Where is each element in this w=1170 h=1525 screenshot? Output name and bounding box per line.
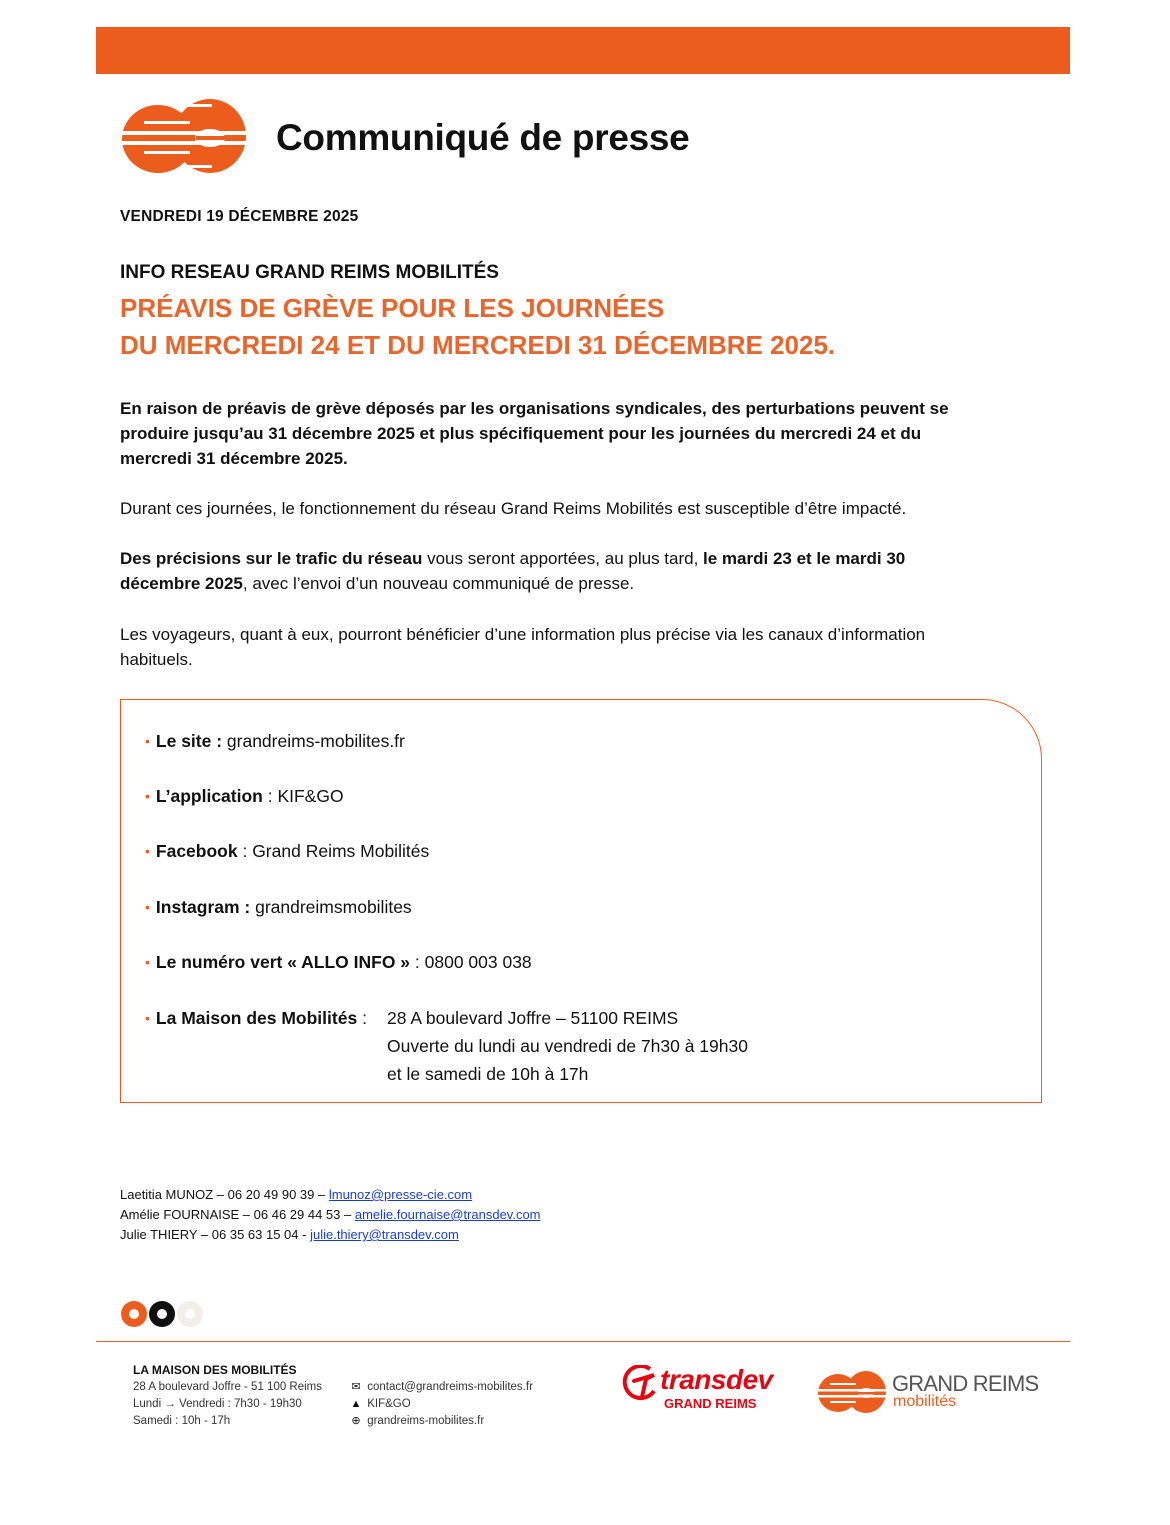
contact-email-link[interactable]: lmunoz@presse-cie.com bbox=[328, 1187, 473, 1202]
decorative-dots-icon bbox=[120, 1300, 210, 1328]
intro-paragraph bbox=[120, 396, 1050, 471]
channel-label: Le numéro vert « ALLO INFO » bbox=[155, 952, 411, 972]
footer-hours-saturday: Samedi : 10h - 17h bbox=[133, 1415, 231, 1427]
channel-item-maison bbox=[145, 1004, 367, 1033]
impact-paragraph: Durant ces journées, le fonctionnement du réseau Grand Reims Mobilités est susceptible d’être impacté. bbox=[120, 499, 907, 518]
page-title: Communiqué de presse bbox=[276, 117, 690, 158]
mobilites-wordmark: mobilités bbox=[893, 1393, 957, 1410]
travelers-line: Les voyageurs, quant à eux, pourront bénéficier d’une information plus précise via les canaux d’information bbox=[120, 625, 926, 644]
channel-separator: : bbox=[357, 1008, 367, 1028]
intro-line: En raison de préavis de grève déposés par les organisations syndicales, des perturbations peuvent se bbox=[120, 399, 949, 418]
details-text: vous seront apportées, au plus tard, bbox=[422, 549, 704, 568]
footer-contact-info bbox=[348, 1379, 533, 1430]
mail-icon: ✉ bbox=[351, 1381, 361, 1393]
headline-line-1: PRÉAVIS DE GRÈVE POUR LES JOURNÉES bbox=[120, 293, 665, 323]
maison-address-block bbox=[387, 1004, 748, 1088]
footer-title: LA MAISON DES MOBILITÉS bbox=[133, 1363, 297, 1377]
footer-hours-week: Lundi → Vendredi : 7h30 - 19h30 bbox=[133, 1398, 302, 1410]
channel-value[interactable]: grandreims-mobilites.fr bbox=[222, 731, 405, 751]
top-orange-bar bbox=[96, 27, 1070, 74]
bullet-icon: • bbox=[145, 1010, 150, 1026]
maison-hours-saturday: et le samedi de 10h à 17h bbox=[387, 1064, 589, 1084]
maison-address: 28 A boulevard Joffre – 51100 REIMS bbox=[387, 1008, 679, 1028]
headline bbox=[120, 290, 835, 364]
channel-label: L’application bbox=[155, 786, 263, 806]
footer-maison-info bbox=[133, 1362, 322, 1430]
channel-value: : Grand Reims Mobilités bbox=[237, 841, 430, 861]
channel-label: Le site : bbox=[155, 731, 223, 751]
release-date: VENDREDI 19 DÉCEMBRE 2025 bbox=[120, 208, 359, 225]
details-bold: décembre 2025 bbox=[120, 574, 243, 593]
channel-label: La Maison des Mobilités bbox=[155, 1008, 358, 1028]
bullet-icon: • bbox=[145, 733, 150, 749]
kicker-heading: INFO RESEAU GRAND REIMS MOBILITÉS bbox=[120, 262, 499, 283]
globe-icon: ⊕ bbox=[351, 1415, 361, 1427]
channel-item-instagram bbox=[145, 893, 412, 922]
bullet-icon: • bbox=[145, 899, 150, 915]
contact-email-link[interactable]: julie.thiery@transdev.com bbox=[310, 1227, 459, 1242]
maison-hours-week: Ouverte du lundi au vendredi de 7h30 à 19h30 bbox=[387, 1036, 748, 1056]
contact-text: Julie THIERY – 06 35 63 15 04 - bbox=[120, 1227, 311, 1242]
press-contacts bbox=[120, 1185, 541, 1245]
grand-reims-mobilites-logo-icon bbox=[122, 99, 246, 173]
grand-reims-wordmark: GRAND REIMS bbox=[892, 1371, 1039, 1396]
travelers-line: habituels. bbox=[120, 650, 193, 669]
details-text: , avec l’envoi d’un nouveau communiqué de presse. bbox=[242, 574, 635, 593]
details-bold: le mardi 23 et le mardi 30 bbox=[703, 549, 906, 568]
contact-row bbox=[120, 1185, 541, 1205]
contact-row bbox=[120, 1225, 541, 1245]
channel-value: grandreimsmobilites bbox=[250, 897, 412, 917]
channel-value: : 0800 003 038 bbox=[410, 952, 532, 972]
bullet-icon: • bbox=[145, 788, 150, 804]
footer-address: 28 A boulevard Joffre - 51 100 Reims bbox=[133, 1381, 323, 1393]
channel-item-site bbox=[145, 727, 405, 756]
contact-email-link[interactable]: amelie.fournaise@transdev.com bbox=[354, 1207, 541, 1222]
footer-email[interactable]: contact@grandreims-mobilites.fr bbox=[367, 1381, 533, 1393]
footer-divider bbox=[96, 1341, 1070, 1342]
bullet-icon: • bbox=[145, 954, 150, 970]
transdev-wordmark: transdev bbox=[660, 1364, 773, 1395]
channel-label: Instagram : bbox=[155, 897, 251, 917]
contact-text: Amélie FOURNAISE – 06 46 29 44 53 – bbox=[120, 1207, 355, 1222]
channel-item-phone bbox=[145, 948, 532, 977]
travelers-paragraph bbox=[120, 622, 1050, 672]
intro-line: produire jusqu’au 31 décembre 2025 et plus spécifiquement pour les journées du mercredi 24 et du bbox=[120, 424, 922, 443]
footer-app: KIF&GO bbox=[367, 1398, 411, 1410]
bullet-icon: • bbox=[145, 843, 150, 859]
details-bold: Des précisions sur le trafic du réseau bbox=[120, 549, 423, 568]
channel-item-facebook bbox=[145, 837, 429, 866]
contact-text: Laetitia MUNOZ – 06 20 49 90 39 – bbox=[120, 1187, 329, 1202]
apple-android-icon: ▲ bbox=[350, 1398, 362, 1410]
channel-value: : KIF&GO bbox=[262, 786, 344, 806]
channel-item-app bbox=[145, 782, 344, 811]
footer-web[interactable]: grandreims-mobilites.fr bbox=[367, 1415, 485, 1427]
grand-reims-footer-logo-icon bbox=[818, 1371, 886, 1413]
headline-line-2: DU MERCREDI 24 ET DU MERCREDI 31 DÉCEMBRE 2025. bbox=[120, 330, 836, 360]
transdev-subtitle: GRAND REIMS bbox=[664, 1396, 757, 1411]
contact-row bbox=[120, 1205, 541, 1225]
details-paragraph bbox=[120, 546, 1050, 596]
intro-line: mercredi 31 décembre 2025. bbox=[120, 449, 348, 468]
channel-label: Facebook bbox=[155, 841, 238, 861]
transdev-logo-icon bbox=[620, 1365, 660, 1401]
